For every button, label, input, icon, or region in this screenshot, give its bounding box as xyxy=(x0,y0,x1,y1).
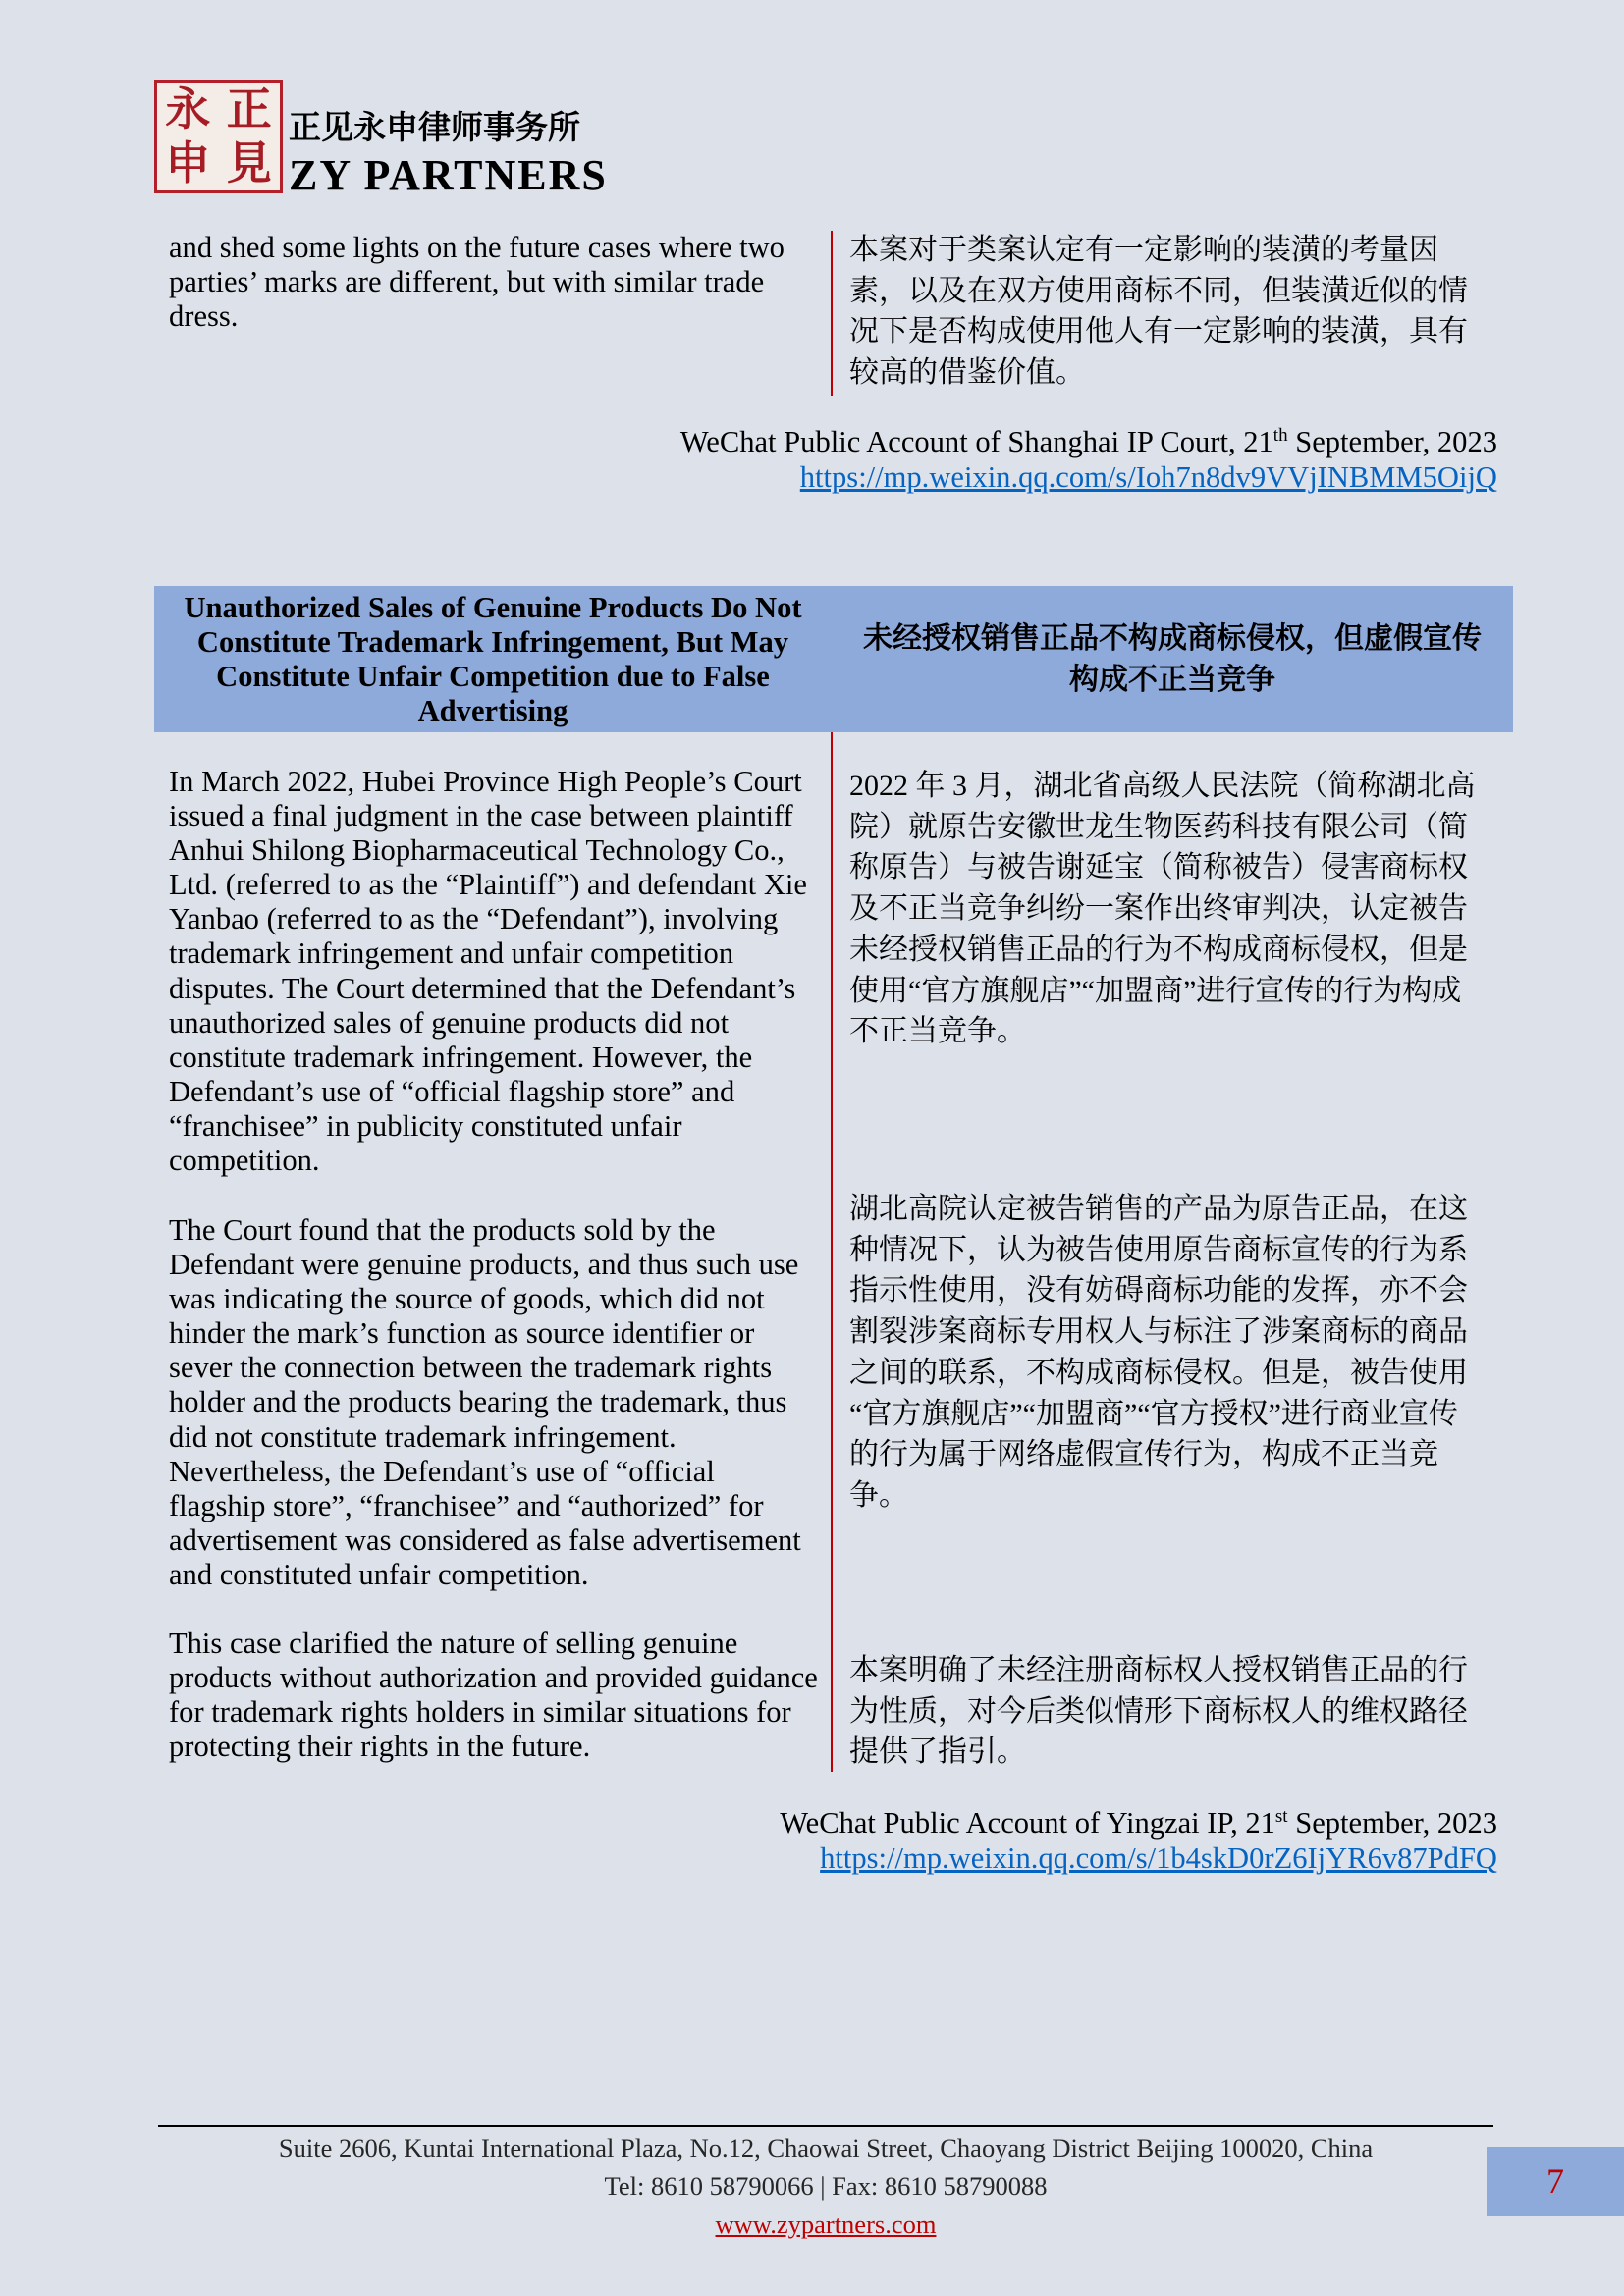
article-title-band xyxy=(154,586,1513,732)
text-line: holder and the products bearing the trademark, thus xyxy=(169,1385,787,1419)
text-line: Ltd. (referred to as the “Plaintiff”) and defendant Xie xyxy=(169,868,807,902)
previous-article-paragraph-cn xyxy=(849,230,1468,394)
text-line: Defendant were genuine products, and thus such use xyxy=(169,1248,799,1282)
title-line: 未经授权销售正品不构成商标侵权，但虚假宣传 xyxy=(863,621,1482,655)
text-line: protecting their rights in the future. xyxy=(169,1730,591,1764)
source-citation xyxy=(680,424,1497,495)
text-line: was indicating the source of goods, which did not xyxy=(169,1282,765,1316)
logo-seal xyxy=(154,80,283,193)
source-link[interactable]: https://mp.weixin.qq.com/s/1b4skD0rZ6IjYR6v87PdFQ xyxy=(820,1842,1497,1875)
text-line: 未经授权销售正品的行为不构成商标侵权，但是 xyxy=(849,933,1468,966)
text-line: 指示性使用，没有妨碍商标功能的发挥，亦不会 xyxy=(849,1274,1468,1308)
firm-name-cn: 正见永申律师事务所 xyxy=(289,111,580,146)
text-line: This case clarified the nature of selling genuine xyxy=(169,1627,738,1660)
text-line: sever the connection between the trademark rights xyxy=(169,1351,773,1385)
footer xyxy=(158,2129,1493,2244)
text-line: 较高的借鉴价值。 xyxy=(849,356,1085,390)
footer-divider xyxy=(158,2125,1493,2127)
text-line: “franchisee” in publicity constituted unfair xyxy=(169,1108,682,1143)
text-line: constitute trademark infringement. However, the xyxy=(169,1040,753,1074)
text-line: 使用“官方旗舰店”“加盟商”进行宣传的行为构成 xyxy=(849,974,1462,1007)
source-citation-text xyxy=(680,424,1497,459)
text-line: 况下是否构成使用他人有一定影响的装潢，具有 xyxy=(849,315,1468,348)
text-line: and shed some lights on the future cases where two xyxy=(169,231,785,264)
article-paragraph-en xyxy=(169,1213,801,1592)
page-number: 7 xyxy=(1487,2147,1624,2216)
text-line: The Court found that the products sold by the xyxy=(169,1213,716,1247)
article-paragraph-en xyxy=(169,1627,818,1764)
title-line: Advertising xyxy=(417,693,568,727)
text-line: 院）就原告安徽世龙生物医药科技有限公司（简 xyxy=(849,810,1468,843)
source-date-rest: September, 2023 xyxy=(1287,425,1497,458)
source-date-rest: September, 2023 xyxy=(1287,1806,1497,1840)
text-line: products without authorization and provided guidance xyxy=(169,1661,818,1695)
footer-website-line xyxy=(158,2206,1493,2244)
article-title-en xyxy=(154,586,832,732)
text-line: 割裂涉案商标专用权人与标注了涉案商标的商品 xyxy=(849,1315,1468,1349)
article-paragraph-cn xyxy=(849,1189,1468,1517)
text-line: hinder the mark’s function as source identifier or xyxy=(169,1316,755,1351)
text-line: disputes. The Court determined that the Defendant’s xyxy=(169,971,796,1005)
text-line: 为性质，对今后类似情形下商标权人的维权路径 xyxy=(849,1694,1468,1728)
title-line: Constitute Trademark Infringement, But May xyxy=(196,624,789,659)
source-link-line xyxy=(680,459,1497,495)
article-paragraph-cn xyxy=(849,1650,1468,1773)
seal-character: 永 xyxy=(165,84,211,134)
seal-character: 正 xyxy=(226,84,272,134)
text-line: parties’ marks are different, but with similar trade xyxy=(169,265,765,299)
text-line: In March 2022, Hubei Province High People’s Court xyxy=(169,765,802,798)
firm-name-en: ZY PARTNERS xyxy=(289,151,608,199)
text-line: 种情况下，认为被告使用原告商标宣传的行为系 xyxy=(849,1233,1468,1266)
footer-address: Suite 2606, Kuntai International Plaza, No.12, Chaowai Street, Chaoyang District Beijing 100020, China xyxy=(278,2133,1374,2163)
text-line: 素，以及在双方使用商标不同，但装潢近似的情 xyxy=(849,274,1468,307)
source-link[interactable]: https://mp.weixin.qq.com/s/Ioh7n8dv9VVjINBMM5OijQ xyxy=(799,460,1497,494)
column-divider xyxy=(831,231,833,396)
text-line: unauthorized sales of genuine products did not xyxy=(169,1005,730,1040)
text-line: Defendant’s use of “official flagship store” and xyxy=(169,1074,735,1108)
text-line: flagship store”, “franchisee” and “authorized” for xyxy=(169,1488,764,1522)
text-line: 本案对于类案认定有一定影响的装潢的考量因 xyxy=(849,234,1438,266)
text-line: trademark infringement and unfair competition xyxy=(169,936,734,971)
text-line: 争。 xyxy=(849,1478,908,1512)
text-line: 称原告）与被告谢延宝（简称被告）侵害商标权 xyxy=(849,851,1468,884)
text-line: “官方旗舰店”“加盟商”“官方授权”进行商业宣传 xyxy=(849,1397,1458,1430)
text-line: did not constitute trademark infringement. xyxy=(169,1419,677,1454)
text-line: 2022 年 3 月，湖北省高级人民法院（简称湖北高 xyxy=(849,770,1476,802)
text-line: and constituted unfair competition. xyxy=(169,1557,589,1591)
text-line: Nevertheless, the Defendant’s use of “official xyxy=(169,1454,715,1488)
text-line: advertisement was considered as false advertisement xyxy=(169,1522,801,1557)
text-line: Yanbao (referred to as the “Defendant”), involving xyxy=(169,902,779,936)
article-paragraph-en xyxy=(169,765,807,1178)
text-line: issued a final judgment in the case between plaintiff xyxy=(169,799,793,833)
article-paragraph-cn xyxy=(849,766,1476,1052)
footer-contact: Tel: 8610 58790066 | Fax: 8610 58790088 xyxy=(604,2171,1048,2201)
text-line: for trademark rights holders in similar situations for xyxy=(169,1695,791,1730)
footer-website-link[interactable]: www.zypartners.com xyxy=(715,2210,937,2239)
title-line: Unauthorized Sales of Genuine Products Do Not xyxy=(184,590,802,624)
title-line: Constitute Unfair Competition due to False xyxy=(216,659,770,693)
text-line: 的行为属于网络虚假宣传行为，构成不正当竞 xyxy=(849,1438,1438,1471)
source-citation xyxy=(780,1805,1497,1876)
column-divider xyxy=(831,732,833,1772)
text-line: 不正当竞争。 xyxy=(849,1015,1026,1048)
seal-character: 申 xyxy=(165,137,211,188)
seal-character: 見 xyxy=(226,137,272,188)
ordinal-suffix: th xyxy=(1272,424,1288,446)
text-line: competition. xyxy=(169,1144,320,1178)
title-line: 构成不正当竞争 xyxy=(1069,663,1275,696)
text-line: 提供了指引。 xyxy=(849,1735,1026,1769)
previous-article-paragraph-en xyxy=(169,231,785,334)
text-line: 及不正当竞争纠纷一案作出终审判决，认定被告 xyxy=(849,892,1468,926)
article-title-cn xyxy=(832,586,1513,732)
text-line: 本案明确了未经注册商标权人授权销售正品的行 xyxy=(849,1654,1468,1686)
text-line: 湖北高院认定被告销售的产品为原告正品，在这 xyxy=(849,1193,1468,1225)
text-line: Anhui Shilong Biopharmaceutical Technology Co., xyxy=(169,833,785,868)
source-name-date: WeChat Public Account of Yingzai IP, 21 xyxy=(780,1806,1275,1840)
source-link-line xyxy=(780,1841,1497,1876)
source-citation-text xyxy=(780,1805,1497,1841)
text-line: dress. xyxy=(169,299,239,334)
text-line: 之间的联系，不构成商标侵权。但是，被告使用 xyxy=(849,1356,1468,1389)
ordinal-suffix: st xyxy=(1274,1805,1288,1827)
source-name-date: WeChat Public Account of Shanghai IP Court, 21 xyxy=(679,425,1273,458)
